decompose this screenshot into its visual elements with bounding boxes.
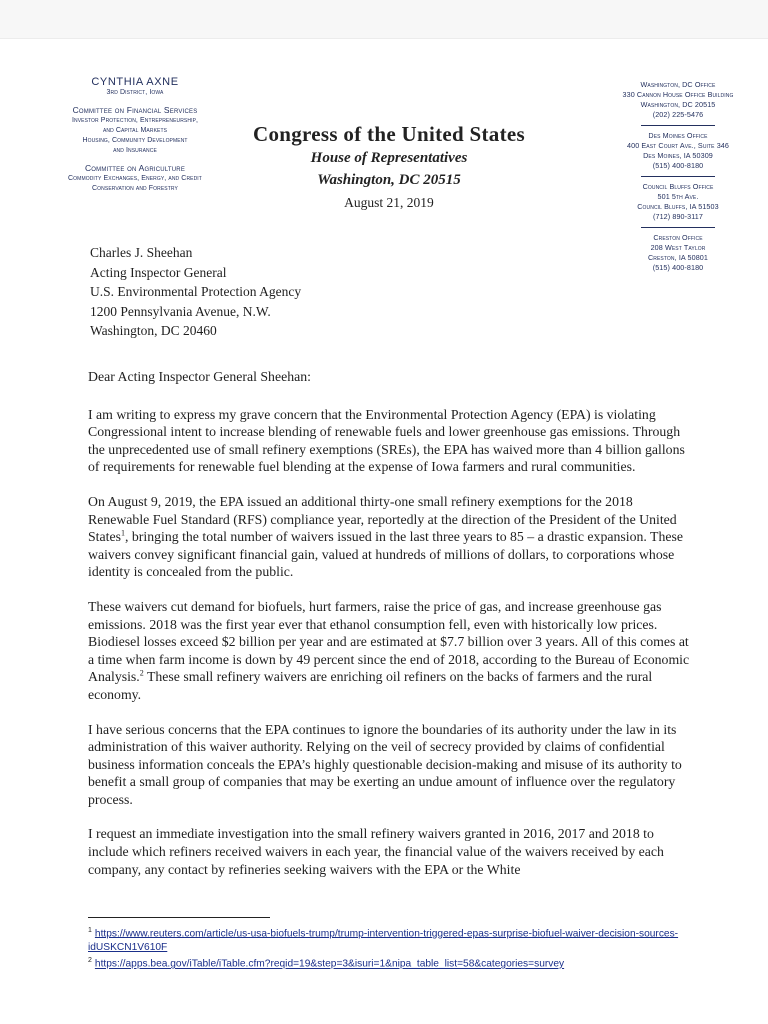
- recipient-name: Charles J. Sheehan: [90, 245, 193, 260]
- house-title: House of Representatives: [310, 150, 468, 166]
- subcommittee-line: Investor Protection, Entrepreneurship,: [71, 117, 199, 124]
- office-address: 501 5th Ave.: [657, 192, 699, 201]
- scan-top-band: [0, 0, 768, 39]
- office-phone: (515) 400-8180: [652, 263, 704, 272]
- subcommittee-line: and Capital Markets: [102, 127, 168, 134]
- office-council-bluffs: [608, 182, 748, 222]
- footnotes: [88, 924, 688, 971]
- footnote-link[interactable]: https://apps.bea.gov/iTable/iTable.cfm?reqid=19&step=3&isuri=1&nipa_table_list=58&categories=survey: [94, 958, 565, 970]
- office-title: Washington, DC Office: [640, 80, 716, 89]
- paragraph-text: , bringing the total number of waivers issued in the last three years to 85 – a drastic expansion. These waivers convey significant financial gain, valued at hundreds of millions of dollars, to corporations whose identity is concealed from the public.: [88, 529, 683, 580]
- office-address: 208 West Taylor: [650, 243, 706, 252]
- footnote-ref: 1: [120, 528, 125, 538]
- paragraph: I am writing to express my grave concern that the Environmental Protection Agency (EPA) is violating Congressional intent to increase blending of renewable fuels and lower greenhouse gas emissions. Through the unprecedented use of small refinery exemptions (SREs), the EPA has waived more than 4 billion gallons of requirements for renewable fuel blending at the expense of Iowa farmers and rural communities.: [88, 406, 685, 475]
- footnote-ref: 2: [139, 668, 144, 678]
- paragraph-text: On August 9, 2019, the EPA issued an additional thirty-one small refinery exemptions for the 2018 Renewable Fuel Standard (RFS) compliance year, reportedly at the direction of the President of the United States: [88, 493, 677, 545]
- letter-body: [88, 368, 692, 895]
- office-title: Des Moines Office: [648, 131, 708, 140]
- paragraph: [88, 598, 692, 704]
- footnote-link[interactable]: https://www.reuters.com/article/us-usa-biofuels-trump/trump-intervention-triggered-epas-surprise-biofuel-waiver-decision-sources-idUSKCN1V610F: [88, 928, 679, 953]
- footnote-2: [88, 954, 688, 971]
- office-address: Des Moines, IA 50309: [643, 151, 713, 160]
- recipient-agency: U.S. Environmental Protection Agency: [90, 284, 302, 299]
- footnote-divider: [88, 917, 270, 918]
- member-name: CYNTHIA AXNE: [91, 76, 179, 88]
- letterhead-center: [230, 121, 548, 213]
- city-line: Washington, DC 20515: [317, 172, 461, 188]
- paragraph-text: These waivers cut demand for biofuels, hurt farmers, raise the price of gas, and increase greenhouse gas emissions. 2018 was the first year ever that ethanol consumption fell, even with historically low prices. Biodiesel losses exceed $2 billion per year and are estimated at $7.7 billion over 3 years. All of this comes at a time when farm income is down by 49 percent since the end of 2018, according to the Bureau of Economic Analysis.: [88, 598, 690, 685]
- footnote-number: 2: [88, 957, 92, 965]
- letterhead-left: [40, 76, 230, 201]
- office-phone: (202) 225-5476: [652, 110, 704, 119]
- paragraph: I have serious concerns that the EPA continues to ignore the boundaries of its authority under the law in its administration of this waiver authority. Relying on the veil of secrecy provided by claims of confidential business information conceals the EPA’s highly questionable decision-making and misuse of its authority to benefit a small group of companies that may be exerting an undue amount of influence over the regulatory process.: [88, 721, 682, 807]
- office-dc: [608, 80, 748, 120]
- footnote-1: [88, 924, 688, 954]
- salutation: Dear Acting Inspector General Sheehan:: [88, 369, 311, 384]
- office-des-moines: [608, 131, 748, 171]
- office-creston: [608, 233, 748, 273]
- letter-date: August 21, 2019: [344, 195, 434, 210]
- office-address: Washington, DC 20515: [640, 100, 716, 109]
- office-title: Creston Office: [653, 233, 703, 242]
- office-phone: (515) 400-8180: [652, 161, 704, 170]
- office-address: 330 Cannon House Office Building: [622, 90, 734, 99]
- recipient-city: Washington, DC 20460: [90, 323, 217, 338]
- divider: [641, 176, 715, 177]
- subcommittee-line: Housing, Community Development: [82, 137, 188, 144]
- member-district: 3rd District, Iowa: [106, 89, 164, 96]
- office-address: 400 East Court Ave., Suite 346: [627, 141, 729, 150]
- divider: [641, 125, 715, 126]
- subcommittee-line: and Insurance: [113, 147, 157, 154]
- paragraph: [88, 493, 692, 581]
- office-title: Council Bluffs Office: [642, 182, 714, 191]
- paragraph-text: These small refinery waivers are enriching oil refiners on the backs of farmers and the rural economy.: [88, 669, 653, 702]
- divider: [641, 227, 715, 228]
- committee-agriculture: Committee on Agriculture: [84, 163, 186, 173]
- subcommittee-line: Commodity Exchanges, Energy, and Credit: [68, 175, 202, 182]
- office-phone: (712) 890-3117: [652, 212, 704, 221]
- office-address: Creston, IA 50801: [647, 253, 708, 262]
- paragraph: I request an immediate investigation into the small refinery waivers granted in 2016, 2017 and 2018 to include which refiners received waivers in each year, the financial value of the waivers received by each company, any contact by refineries seeking waivers with the EPA or the White: [88, 826, 664, 877]
- footnote-number: 1: [88, 927, 92, 934]
- subcommittee-line: Conservation and Forestry: [92, 185, 178, 192]
- congress-title: Congress of the United States: [253, 122, 525, 146]
- office-address: Council Bluffs, IA 51503: [637, 202, 719, 211]
- recipient-address: [90, 243, 490, 341]
- recipient-title: Acting Inspector General: [90, 264, 227, 280]
- committee-financial-services: Committee on Financial Services: [72, 105, 198, 115]
- recipient-street: 1200 Pennsylvania Avenue, N.W.: [90, 303, 271, 319]
- letterhead-right: [608, 80, 748, 273]
